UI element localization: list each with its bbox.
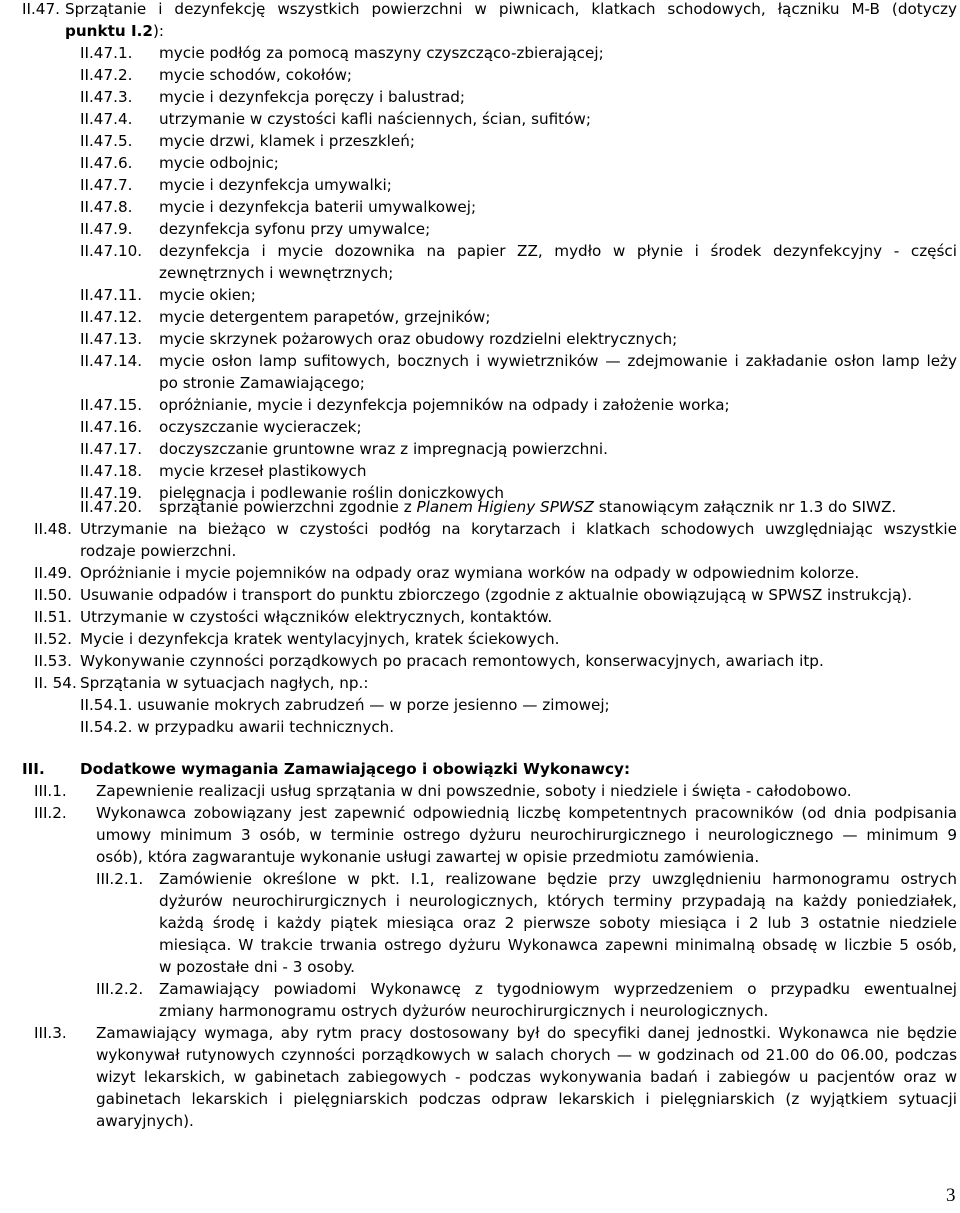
section-number: II. 54. bbox=[34, 674, 77, 692]
subitem-number: II.47.20. bbox=[80, 498, 143, 516]
subparagraph-text: dyżurów neurochirurgicznych i neurologicznych, których terminy przypadają na każdy poniedziałek, bbox=[159, 892, 957, 910]
section-text: Usuwanie odpadów i transport do punktu zbiorczego (zgodnie z aktualnie obowiązującą w SPWSZ instrukcją). bbox=[80, 586, 913, 604]
paragraph-text: Zapewnienie realizacji usług sprzątania w dni powszednie, soboty i niedziele i święta - całodobowo. bbox=[96, 782, 852, 800]
subparagraph-text: miesiąca. W trakcie trwania ostrego dyżuru Wykonawca zapewni minimalną obsadę w liczbie 5 osób, bbox=[159, 936, 957, 954]
section-text: rodzaje powierzchni. bbox=[80, 542, 237, 560]
subitem-text: mycie detergentem parapetów, grzejników; bbox=[159, 308, 491, 326]
subitem-number: II.47.10. bbox=[80, 242, 143, 260]
subparagraph-text: Zamówienie określone w pkt. I.1, realizowane będzie przy uwzględnieniu harmonogramu ostrych bbox=[159, 870, 957, 888]
section-number: II.47. bbox=[22, 0, 60, 18]
subitem-number: II.47.5. bbox=[80, 132, 133, 150]
section-text: Sprzątanie i dezynfekcję wszystkich powierzchni w piwnicach, klatkach schodowych, łączniku M-B (dotyczy bbox=[65, 0, 957, 18]
subitem-number: II.47.16. bbox=[80, 418, 143, 436]
section-number: II.49. bbox=[34, 564, 72, 582]
subparagraph-text: w pozostałe dni - 3 osoby. bbox=[159, 958, 356, 976]
section-number: II.52. bbox=[34, 630, 72, 648]
subitem-text: mycie skrzynek pożarowych oraz obudowy rozdzielni elektrycznych; bbox=[159, 330, 678, 348]
subparagraph-number: III.2.2. bbox=[96, 980, 144, 998]
subitem-number: II.47.11. bbox=[80, 286, 143, 304]
subitem-text: II.54.1. usuwanie mokrych zabrudzeń — w porze jesienno — zimowej; bbox=[80, 696, 610, 714]
section-text-end: ): bbox=[152, 22, 164, 40]
subitem-number: II.47.15. bbox=[80, 396, 143, 414]
subitem-number: II.47.3. bbox=[80, 88, 133, 106]
page-number: 3 bbox=[946, 1185, 956, 1206]
paragraph-text: gabinetach lekarskich i pielęgniarskich podczas odpraw lekarskich i pielęgniarskich (z wyjątkiem sytuacji bbox=[96, 1090, 957, 1108]
subitem-text: mycie krzeseł plastikowych bbox=[159, 462, 367, 480]
subitem-number: II.47.6. bbox=[80, 154, 133, 172]
subitem-number: II.47.13. bbox=[80, 330, 143, 348]
paragraph-number: III.2. bbox=[34, 804, 67, 822]
subitem-number: II.47.19. bbox=[80, 484, 143, 502]
subitem-text: pielęgnacja i podlewanie roślin doniczkowych bbox=[159, 484, 505, 502]
subitem-number: II.47.4. bbox=[80, 110, 133, 128]
subitem-text: dezynfekcja i mycie dozownika na papier ZZ, mydło w płynie i środek dezynfekcyjny - części bbox=[159, 242, 957, 260]
subitem-text: opróżnianie, mycie i dezynfekcja pojemników na odpady i założenie worka; bbox=[159, 396, 730, 414]
plan-name: Planem Higieny SPWSZ bbox=[416, 498, 594, 516]
subparagraph-number: III.2.1. bbox=[96, 870, 144, 888]
subitem-text: oczyszczanie wycieraczek; bbox=[159, 418, 362, 436]
subitem-number: II.47.17. bbox=[80, 440, 143, 458]
subitem-number: II.47.14. bbox=[80, 352, 143, 370]
subitem-text: po stronie Zamawiającego; bbox=[159, 374, 365, 392]
subparagraph-text: każdą środę i każdy piątek miesiąca oraz 2 pierwsze soboty miesiąca i 2 lub 3 ostatnie niedziele bbox=[159, 914, 957, 932]
subitem-text: mycie i dezynfekcja baterii umywalkowej; bbox=[159, 198, 477, 216]
paragraph-text: wykonywał rutynowych czynności porządkowych w salach chorych — w godzinach od 21.00 do 06.00, podczas bbox=[96, 1046, 957, 1064]
paragraph-text: Wykonawca zobowiązany jest zapewnić odpowiednią liczbę kompetentnych pracowników (od dnia podpisania bbox=[96, 804, 957, 822]
subitem-text: mycie podłóg za pomocą maszyny czyszcząco-zbierającej; bbox=[159, 44, 604, 62]
bold-reference: punktu I.2 bbox=[65, 22, 153, 40]
subitem-text: mycie odbojnic; bbox=[159, 154, 279, 172]
subitem-text-post: stanowiącym załącznik nr 1.3 do SIWZ. bbox=[593, 498, 897, 516]
subparagraph-text: zmiany harmonogramu ostrych dyżurów neurochirurgicznych i neurologicznych. bbox=[159, 1002, 769, 1020]
section-text bbox=[65, 20, 164, 42]
subitem-text: doczyszczanie gruntowne wraz z impregnacją powierzchni. bbox=[159, 440, 608, 458]
subitem-text: dezynfekcja syfonu przy umywalce; bbox=[159, 220, 431, 238]
section-text: Utrzymanie w czystości włączników elektrycznych, kontaktów. bbox=[80, 608, 553, 626]
paragraph-number: III.3. bbox=[34, 1024, 67, 1042]
subitem-text: II.54.2. w przypadku awarii technicznych. bbox=[80, 718, 395, 736]
subitem-number: II.47.2. bbox=[80, 66, 133, 84]
section-number: II.51. bbox=[34, 608, 72, 626]
paragraph-text: awaryjnych). bbox=[96, 1112, 194, 1130]
section-number: II.53. bbox=[34, 652, 72, 670]
subitem-text: mycie drzwi, klamek i przeszkleń; bbox=[159, 132, 415, 150]
subitem-number: II.47.12. bbox=[80, 308, 143, 326]
section-number: II.48. bbox=[34, 520, 72, 538]
paragraph-text: osób), która zagwarantuje wykonanie usługi zawartej w opisie przedmiotu zamówienia. bbox=[96, 848, 760, 866]
subitem-text-pre: sprzątanie powierzchni zgodnie z bbox=[159, 498, 417, 516]
subitem-number: II.47.1. bbox=[80, 44, 133, 62]
subitem-text: zewnętrznych i wewnętrznych; bbox=[159, 264, 394, 282]
chapter-number: III. bbox=[22, 760, 45, 778]
section-text: Wykonywanie czynności porządkowych po pracach remontowych, konserwacyjnych, awariach itp. bbox=[80, 652, 824, 670]
subitem-text: mycie osłon lamp sufitowych, bocznych i wywietrzników — zdejmowanie i zakładanie osłon lamp leży bbox=[159, 352, 957, 370]
subitem-text: mycie okien; bbox=[159, 286, 256, 304]
section-text: Mycie i dezynfekcja kratek wentylacyjnych, kratek ściekowych. bbox=[80, 630, 560, 648]
subitem-text: mycie i dezynfekcja poręczy i balustrad; bbox=[159, 88, 466, 106]
subitem-number: II.47.8. bbox=[80, 198, 133, 216]
paragraph-text: umowy minimum 3 osób, w terminie ostrego dyżuru neurochirurgicznego i neurologicznego — minimum 9 bbox=[96, 826, 957, 844]
section-text: Sprzątania w sytuacjach nagłych, np.: bbox=[80, 674, 369, 692]
section-number: II.50. bbox=[34, 586, 72, 604]
subitem-text: utrzymanie w czystości kafli naściennych, ścian, sufitów; bbox=[159, 110, 591, 128]
subitem-number: II.47.18. bbox=[80, 462, 143, 480]
chapter-title: Dodatkowe wymagania Zamawiającego i obowiązki Wykonawcy: bbox=[80, 760, 631, 778]
section-text: Utrzymanie na bieżąco w czystości podłóg na korytarzach i klatkach schodowych uwzględniając wszystkie bbox=[80, 520, 957, 538]
paragraph-text: wizyt lekarskich, w gabinetach zabiegowych - podczas wykonywania badań i zabiegów u pacjentów oraz w bbox=[96, 1068, 957, 1086]
paragraph-text: Zamawiający wymaga, aby rytm pracy dostosowany był do specyfiki danej jednostki. Wykonawca nie będzie bbox=[96, 1024, 957, 1042]
subitem-number: II.47.9. bbox=[80, 220, 133, 238]
subitem-text: mycie i dezynfekcja umywalki; bbox=[159, 176, 392, 194]
section-text: Opróżnianie i mycie pojemników na odpady oraz wymiana worków na odpady w odpowiednim kolorze. bbox=[80, 564, 860, 582]
subitem-text: mycie schodów, cokołów; bbox=[159, 66, 353, 84]
subitem-number: II.47.7. bbox=[80, 176, 133, 194]
subparagraph-text: Zamawiający powiadomi Wykonawcę z tygodniowym wyprzedzeniem o przypadku ewentualnej bbox=[159, 980, 957, 998]
subitem-text bbox=[159, 496, 896, 518]
paragraph-number: III.1. bbox=[34, 782, 67, 800]
